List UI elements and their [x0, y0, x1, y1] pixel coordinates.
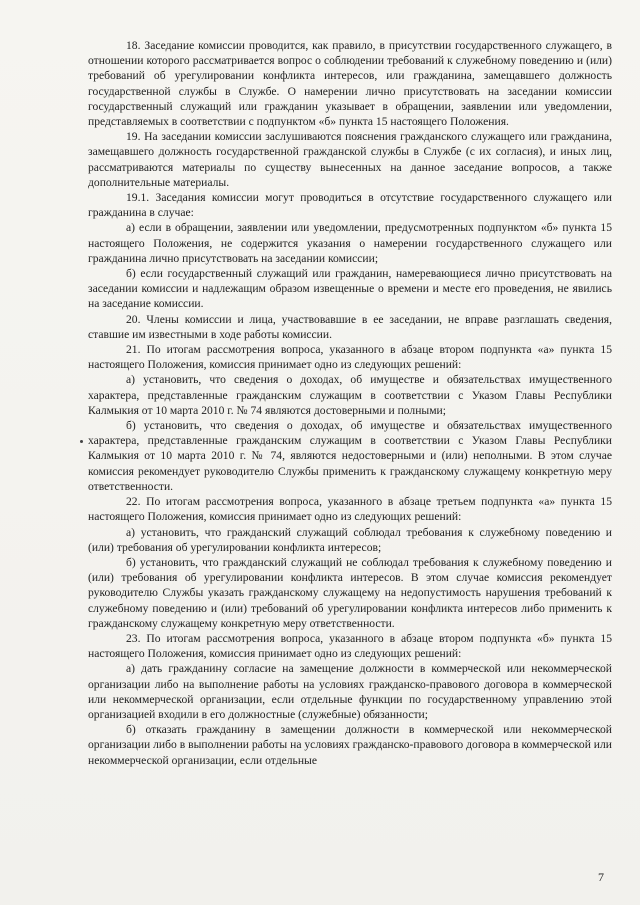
paragraph-21: 21. По итогам рассмотрения вопроса, указанного в абзаце втором подпункта «а» пункта 15 настоящего Положения, комиссия принимает одно из следующих решений: — [88, 343, 612, 372]
paragraph-23-a: а) дать гражданину согласие на замещение должности в коммерческой или некоммерческой организации либо на выполнение работы на условиях гражданско-правового договора в коммерческой или некоммерческой организации, если отдельные функции по государственному управлению этой организацией входили в его должностные (служебные) обязанности; — [88, 662, 612, 721]
paragraph-18: 18. Заседание комиссии проводится, как правило, в присутствии государственного служащего, в отношении которого рассматривается вопрос о соблюдении требований к служебному поведению и (или) требований об урегулировании конфликта интересов, или гражданина, замещавшего должность государственной службы в Службе. О намерении лично присутствовать на заседании комиссии государственный служащий или гражданин указывает в обращении, заявлении или уведомлении, представляемых в соответствии с подпунктом «б» пункта 15 настоящего Положения. — [88, 39, 612, 129]
page-number: 7 — [598, 870, 604, 884]
paragraph-19-1: 19.1. Заседания комиссии могут проводиться в отсутствие государственного служащего или гражданина в случае: — [88, 191, 612, 220]
paragraph-22-b: б) установить, что гражданский служащий не соблюдал требования к служебному поведению и (или) требования об урегулировании конфликта интересов. В этом случае комиссия рекомендует руководителю Службы указать гражданскому служащему на недопустимость нарушения требований к служебному поведению и (или) требований об урегулировании конфликта интересов либо применить к гражданскому служащему конкретную меру ответственности. — [88, 555, 612, 630]
paragraph-21-a: а) установить, что сведения о доходах, об имуществе и обязательствах имущественного характера, представленные гражданским служащим в соответствии с Указом Главы Республики Калмыкия от 10 марта 2010 г. № 74 являются достоверными и полными; — [88, 373, 612, 417]
paragraph-19: 19. На заседании комиссии заслушиваются пояснения гражданского служащего или гражданина, замещавшего должность государственной гражданской службы в Службе (с их согласия), и иных лиц, рассматриваются материалы по существу вынесенных на данное заседание вопросов, а также дополнительные материалы. — [88, 130, 612, 189]
paragraph-20: 20. Члены комиссии и лица, участвовавшие в ее заседании, не вправе разглашать сведения, ставшие им известными в ходе работы комиссии. — [88, 312, 612, 341]
paragraph-22-a: а) установить, что гражданский служащий соблюдал требования к служебному поведению и (или) требования об урегулировании конфликта интересов; — [88, 525, 612, 554]
paragraph-23-b: б) отказать гражданину в замещении должности в коммерческой или некоммерческой организации либо в выполнении работы на условиях гражданско-правового договора в коммерческой или некоммерческой организации, если отдельные — [88, 723, 612, 767]
paragraph-22: 22. По итогам рассмотрения вопроса, указанного в абзаце третьем подпункта «а» пункта 15 настоящего Положения, комиссия принимает одно из следующих решений: — [88, 495, 612, 524]
paragraph-23: 23. По итогам рассмотрения вопроса, указанного в абзаце втором подпункта «б» пункта 15 настоящего Положения, комиссия принимает одно из следующих решений: — [88, 631, 612, 661]
paragraph-19-1-b: б) если государственный служащий или гражданин, намеревающиеся лично присутствовать на заседании комиссии и надлежащим образом извещенные о времени и месте его проведения, не явились на заседание комиссии. — [88, 267, 612, 311]
paragraph-19-1-a: а) если в обращении, заявлении или уведомлении, предусмотренных подпунктом «б» пункта 15 настоящего Положения, не содержится указания о намерении государственного служащего или гражданина лично присутствовать на заседании комиссии; — [88, 221, 612, 265]
scan-speck — [80, 440, 83, 443]
paragraph-21-b: б) установить, что сведения о доходах, об имуществе и обязательствах имущественного характера, представленные гражданским служащим в соответствии с Указом Главы Республики Калмыкия от 10 марта 2010 г. № 74, являются недостоверными и (или) неполными. В этом случае комиссия рекомендует руководителю Службы применить к гражданскому служащему конкретную меру ответственности. — [88, 419, 612, 493]
document-body — [88, 38, 612, 768]
